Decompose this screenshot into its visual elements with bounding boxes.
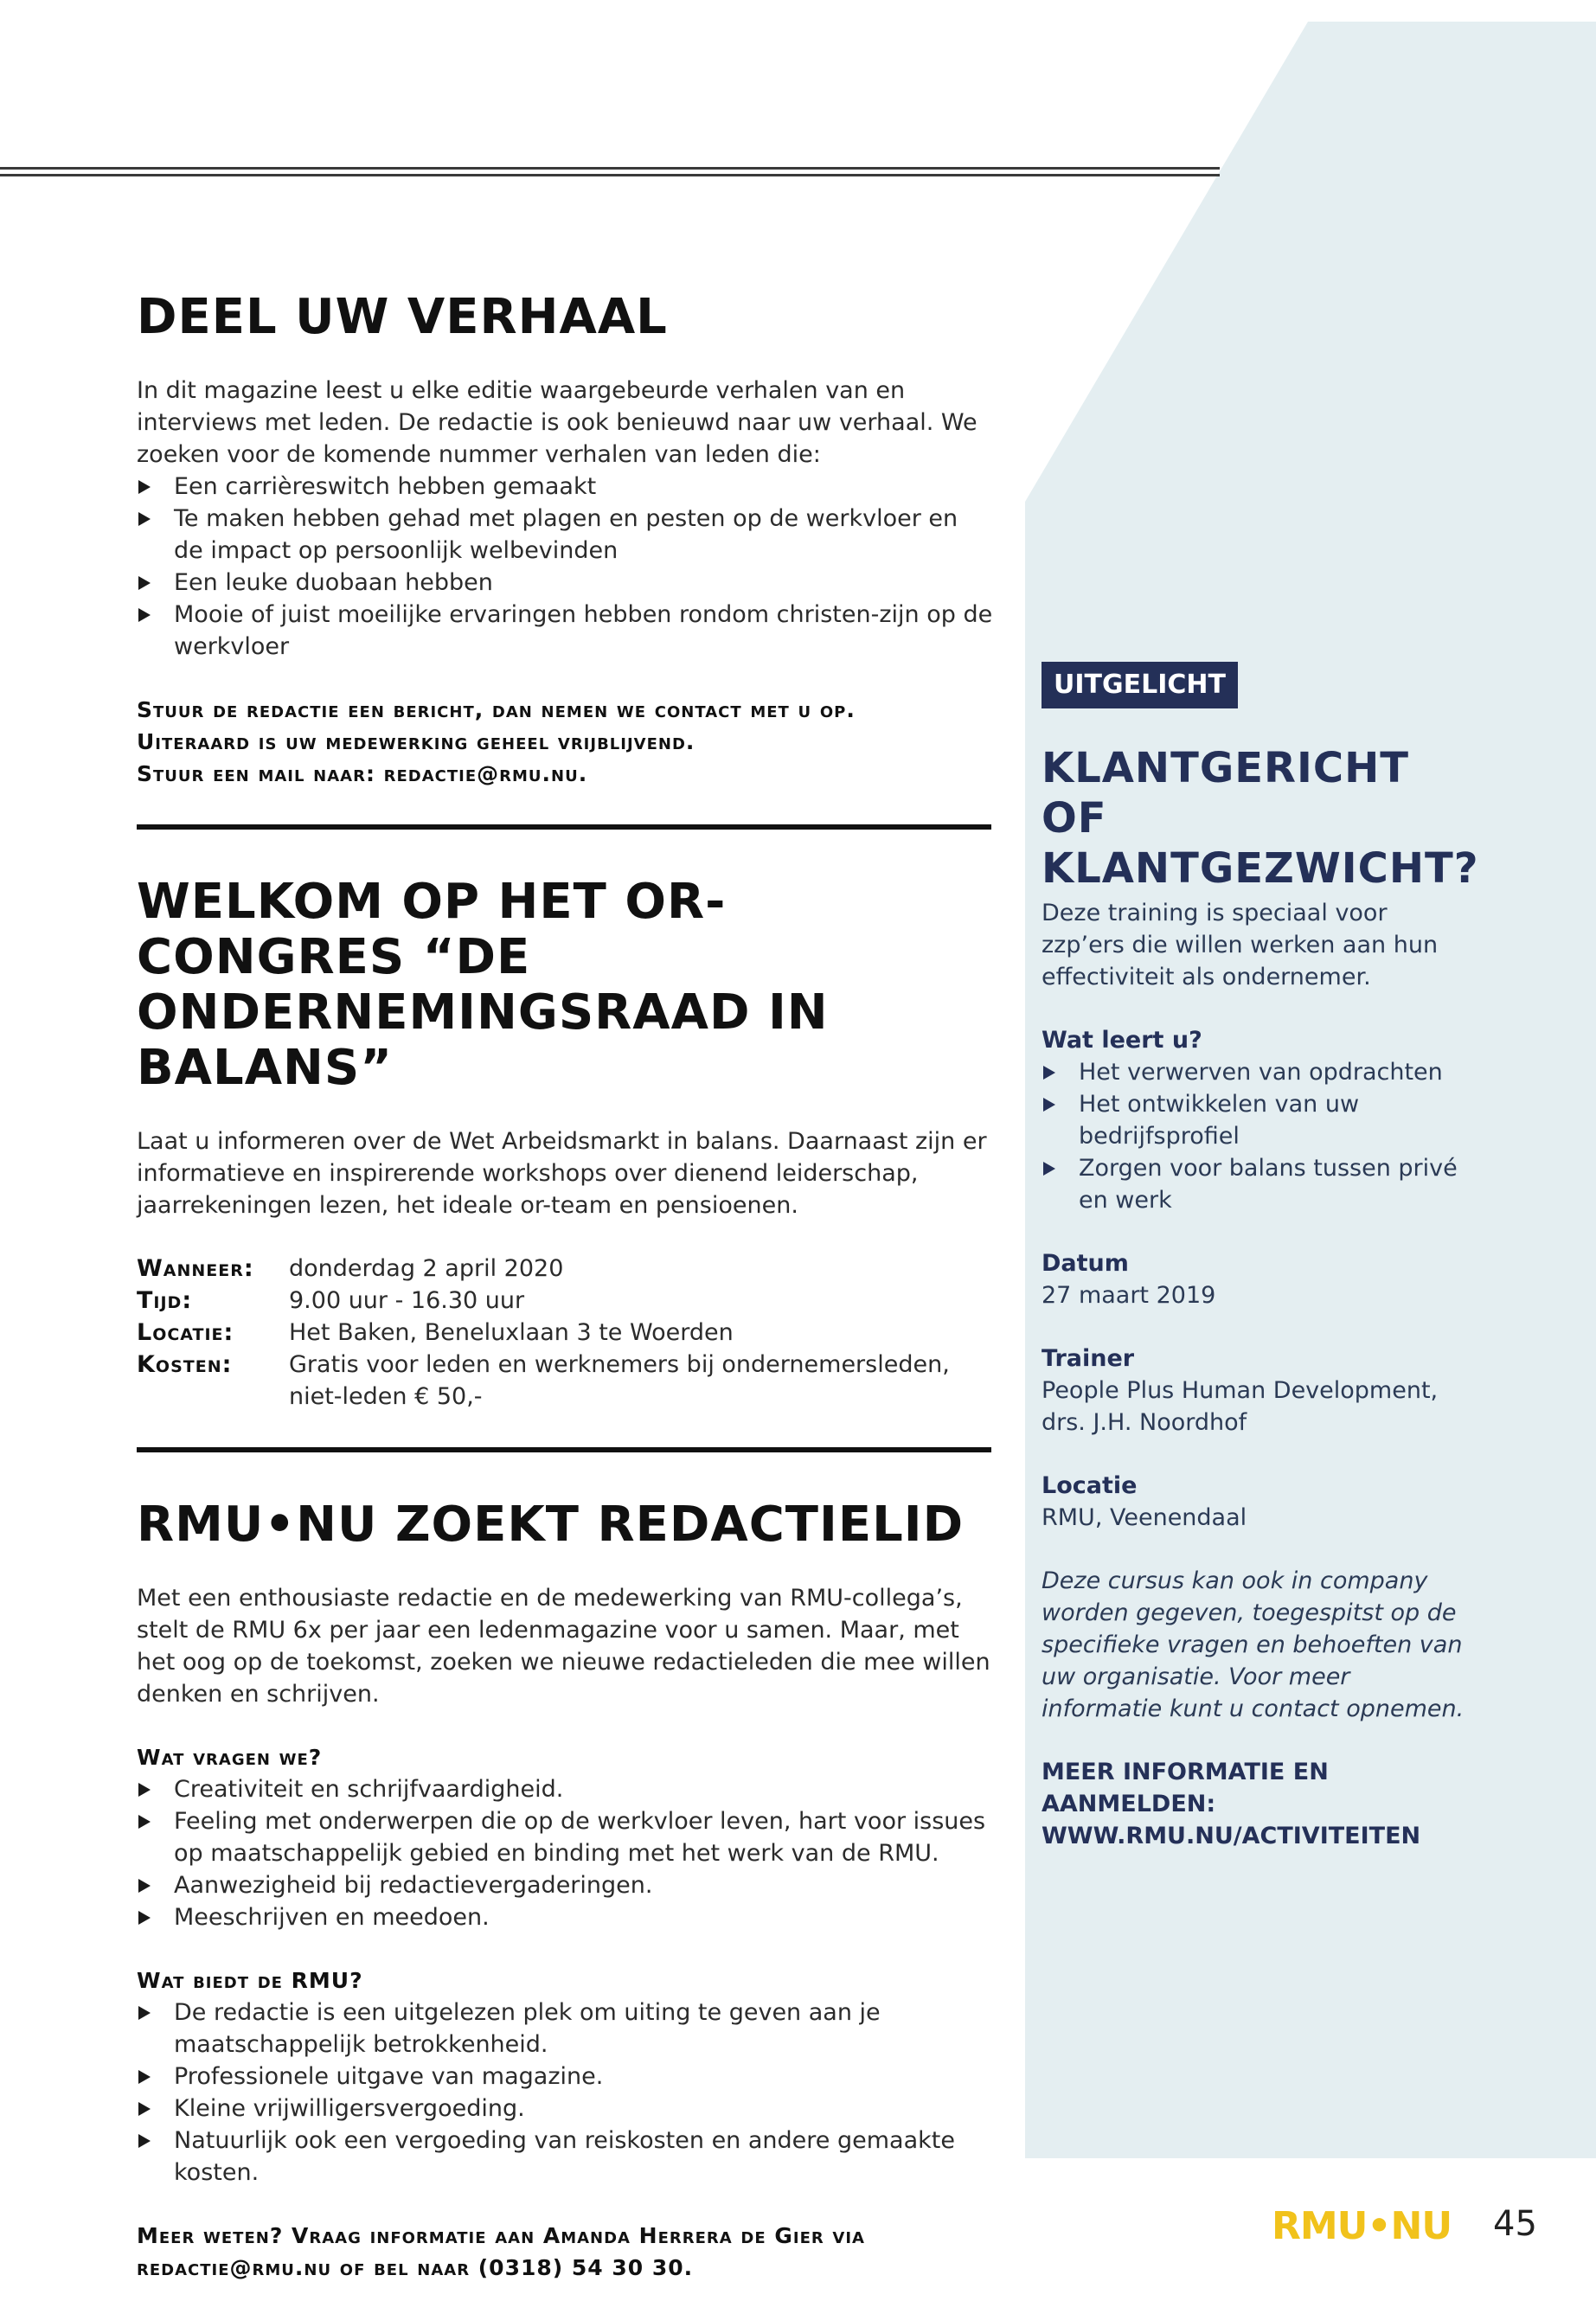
bullet-list	[137, 1997, 993, 2189]
cta-line: redactie@rmu.nu of bel naar (0318) 54 30 30.	[137, 2255, 694, 2280]
rmu-nu-logo: RMU•NU	[1272, 2204, 1452, 2248]
cta-line: Stuur een mail naar: redactie@rmu.nu.	[137, 761, 588, 786]
list-item: Een leuke duobaan hebben	[137, 567, 993, 599]
list-item: Mooie of juist moeilijke ervaringen hebben rondom christen-zijn op de werkvloer	[137, 599, 993, 663]
bullet-triangle-icon	[138, 1815, 151, 1829]
detail-label: Tijd:	[137, 1287, 193, 1314]
bullet-triangle-icon	[1043, 1066, 1055, 1080]
detail-value: 9.00 uur - 16.30 uur	[289, 1287, 525, 1314]
table-row	[137, 1349, 964, 1413]
list-item: Professionele uitgave van magazine.	[137, 2061, 993, 2093]
section-intro: In dit magazine leest u elke editie waargebeurde verhalen van en interviews met leden. De redactie is ook benieuwd naar uw verhaal. We zoeken voor de komende nummer verhalen van leden die:	[137, 377, 977, 468]
list-item: Te maken hebben gehad met plagen en pesten op de werkvloer en de impact op persoonlijk welbevinden	[137, 503, 993, 567]
section-title-deel-uw-verhaal: DEEL UW VERHAAL	[137, 289, 668, 345]
section-title-zoekt-redactielid: RMU•NU ZOEKT REDACTIELID	[137, 1497, 965, 1553]
trainer-value: People Plus Human Development, drs. J.H. Noordhof	[1042, 1377, 1439, 1436]
header-rule	[0, 174, 1220, 176]
section-title-or-congres: WELKOM OP HET OR-CONGRES “DE ONDERNEMINGSRAAD IN BALANS”	[137, 874, 829, 1096]
bullet-triangle-icon	[138, 2134, 151, 2148]
learn-list	[1042, 1056, 1474, 1216]
section-intro: Met een enthousiaste redactie en de medewerking van RMU-collega’s, stelt de RMU 6x per jaar een ledenmagazine voor u samen. Maar, met het oog op de toekomst, zoeken we nieuwe redactieleden die mee willen denken en schrijven.	[137, 1585, 990, 1708]
bullet-triangle-icon	[138, 608, 151, 622]
trainer-label: Trainer	[1042, 1345, 1135, 1372]
page-number: 45	[1493, 2204, 1537, 2244]
table-row	[137, 1253, 964, 1285]
cta-line: Meer weten? Vraag informatie aan Amanda Herrera de Gier via	[137, 2223, 865, 2248]
subheading-wat-vragen-we: Wat vragen we?	[137, 1745, 323, 1770]
subheading-wat-biedt-de-rmu: Wat biedt de RMU?	[137, 1968, 363, 1993]
list-item: Creativiteit en schrijfvaardigheid.	[137, 1773, 993, 1805]
bullet-triangle-icon	[1043, 1098, 1055, 1112]
bullet-triangle-icon	[138, 2102, 151, 2116]
bullet-triangle-icon	[138, 576, 151, 590]
detail-value: Gratis voor leden en werknemers bij ondernemersleden, niet-leden € 50,-	[289, 1351, 950, 1410]
detail-label: Kosten:	[137, 1351, 233, 1378]
bullet-triangle-icon	[138, 2070, 151, 2084]
detail-value: Het Baken, Beneluxlaan 3 te Woerden	[289, 1319, 734, 1346]
table-row	[137, 1285, 964, 1317]
bullet-triangle-icon	[1043, 1162, 1055, 1176]
bullet-triangle-icon	[138, 1783, 151, 1797]
list-item: Het verwerven van opdrachten	[1042, 1056, 1474, 1088]
list-item: Zorgen voor balans tussen privé en werk	[1042, 1152, 1474, 1216]
detail-label: Wanneer:	[137, 1255, 254, 1282]
event-details	[137, 1253, 964, 1413]
date-label: Datum	[1042, 1250, 1129, 1277]
detail-label: Locatie:	[137, 1319, 234, 1346]
activities-link[interactable]: WWW.RMU.NU/ACTIVITEITEN	[1042, 1823, 1421, 1849]
list-item: Het ontwikkelen van uw bedrijfsprofiel	[1042, 1088, 1474, 1152]
list-item: Natuurlijk ook een vergoeding van reiskosten en andere gemaakte kosten.	[137, 2125, 993, 2189]
detail-value: donderdag 2 april 2020	[289, 1255, 564, 1282]
table-row	[137, 1317, 964, 1349]
bullet-triangle-icon	[138, 1879, 151, 1893]
uitgelicht-badge: UITGELICHT	[1042, 662, 1238, 708]
bullet-triangle-icon	[138, 1911, 151, 1925]
cta-heading: MEER INFORMATIE EN AANMELDEN:	[1042, 1759, 1329, 1817]
list-item: Meeschrijven en meedoen.	[137, 1901, 993, 1933]
in-company-note: Deze cursus kan ook in company worden gegeven, toegespitst op de specifieke vragen en behoeften van uw organisatie. Voor meer informatie kunt u contact opnemen.	[1042, 1567, 1465, 1722]
header-rule	[0, 167, 1220, 170]
bullet-triangle-icon	[138, 512, 151, 526]
bullet-triangle-icon	[138, 2006, 151, 2020]
bullet-list	[137, 1773, 993, 1933]
location-value: RMU, Veenendaal	[1042, 1504, 1247, 1531]
learn-label: Wat leert u?	[1042, 1027, 1202, 1054]
sidebar-intro: Deze training is speciaal voor zzp’ers die willen werken aan hun effectiviteit als ondernemer.	[1042, 900, 1439, 990]
cta-line: Stuur de redactie een bericht, dan nemen we contact met u op.	[137, 697, 856, 722]
list-item: Aanwezigheid bij redactievergaderingen.	[137, 1869, 993, 1901]
list-item: Feeling met onderwerpen die op de werkvloer leven, hart voor issues op maatschappelijk gebied en binding met het werk van de RMU.	[137, 1805, 993, 1869]
bullet-triangle-icon	[138, 480, 151, 494]
location-label: Locatie	[1042, 1472, 1138, 1499]
list-item: Een carrièreswitch hebben gemaakt	[137, 471, 993, 503]
bullet-list	[137, 471, 993, 663]
list-item: Kleine vrijwilligersvergoeding.	[137, 2093, 993, 2125]
main-column	[137, 290, 993, 2284]
sidebar-title: KLANTGERICHT OF KLANTGEZWICHT?	[1042, 744, 1479, 893]
date-value: 27 maart 2019	[1042, 1282, 1216, 1309]
list-item: De redactie is een uitgelezen plek om uiting te geven aan je maatschappelijk betrokkenheid.	[137, 1997, 993, 2061]
section-intro: Laat u informeren over de Wet Arbeidsmarkt in balans. Daarnaast zijn er informatieve en inspirerende workshops over dienend leiderschap, jaarrekeningen lezen, het ideale or-team en pensioenen.	[137, 1128, 987, 1219]
sidebar-uitgelicht	[1042, 662, 1479, 1852]
cta-line: Uiteraard is uw medewerking geheel vrijblijvend.	[137, 729, 695, 754]
